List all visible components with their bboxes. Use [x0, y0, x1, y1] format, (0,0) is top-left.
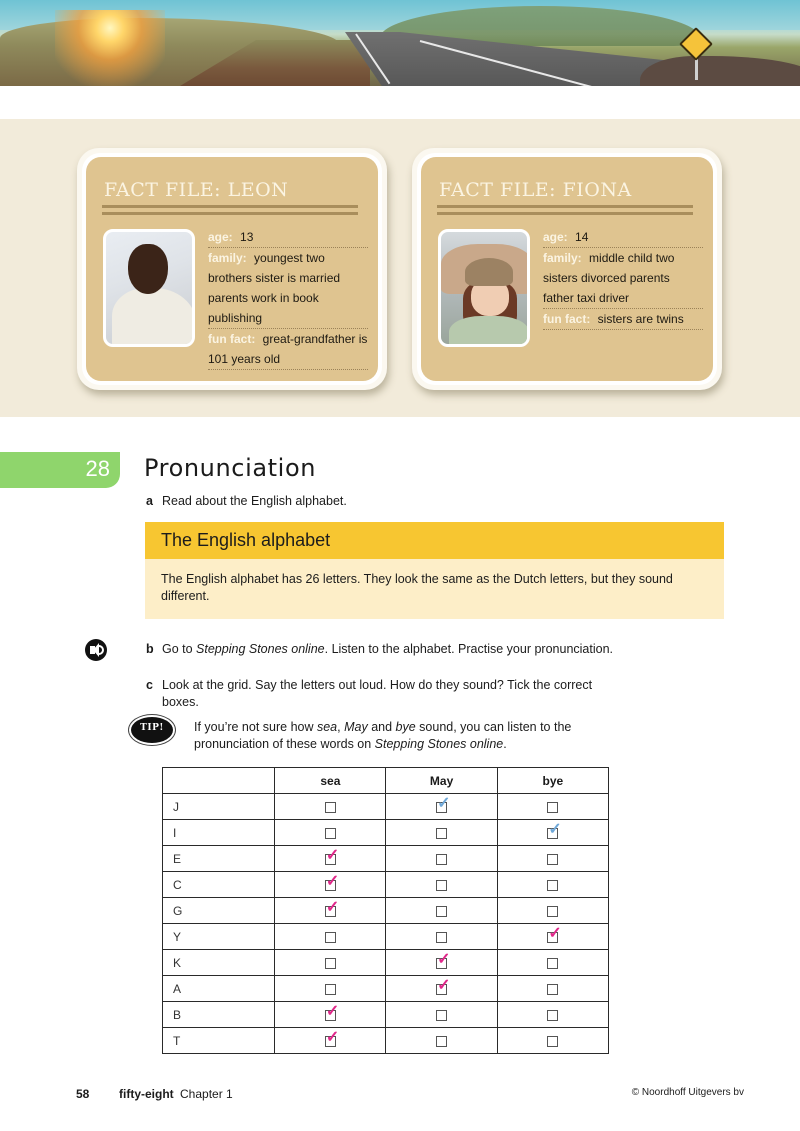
sign-post — [695, 58, 698, 80]
grid-header-sea: sea — [275, 768, 386, 794]
grid-header-row — [163, 768, 609, 794]
tip-text: If you’re not sure how sea, May and bye sound, you can listen to the pronunciation of these words on Stepping Stones online. — [194, 720, 572, 751]
hill — [640, 56, 800, 86]
checkbox-checked[interactable] — [325, 846, 340, 865]
grid-cell — [275, 1028, 386, 1054]
grid-cell — [275, 872, 386, 898]
grid-cell — [386, 872, 497, 898]
grid-letter: I — [163, 820, 275, 846]
tip-label: TIP! — [140, 723, 164, 733]
checkbox-checked[interactable] — [436, 976, 451, 995]
instruction-c — [146, 677, 626, 711]
fact-fun-fact — [208, 329, 368, 370]
grid-letter: J — [163, 794, 275, 820]
pronunciation-grid — [162, 767, 609, 1054]
header-banner-photo — [0, 0, 800, 86]
checkbox-checked[interactable] — [547, 820, 562, 839]
copyright: © Noordhoff Uitgevers bv — [631, 1087, 744, 1098]
grid-header-empty — [163, 768, 275, 794]
grid-letter: C — [163, 872, 275, 898]
grid-cell — [275, 820, 386, 846]
grid-row — [163, 924, 609, 950]
checkmark-icon: ✓ — [548, 924, 562, 942]
grid-cell — [275, 898, 386, 924]
checkbox[interactable] — [547, 802, 558, 813]
info-box-header — [145, 522, 724, 559]
checkmark-icon: ✓ — [325, 846, 340, 864]
checkbox[interactable] — [547, 1010, 558, 1021]
grid-cell — [386, 924, 497, 950]
grid-cell — [275, 846, 386, 872]
grid-row — [163, 1028, 609, 1054]
grid-row — [163, 976, 609, 1002]
grid-letter: K — [163, 950, 275, 976]
grid-letter: B — [163, 1002, 275, 1028]
fact-value: middle child two sisters divorced parents father taxi driver — [543, 251, 675, 305]
fact-value: youngest two brothers sister is married parents work in book publishing — [208, 251, 341, 325]
checkbox-checked[interactable] — [325, 872, 340, 891]
item-letter: b — [146, 642, 154, 656]
grid-cell — [386, 976, 497, 1002]
grid-cell — [386, 950, 497, 976]
divider — [102, 205, 358, 208]
grid-cell — [497, 950, 608, 976]
divider — [102, 212, 358, 215]
checkmark-icon: ✓ — [437, 950, 451, 968]
checkmark-icon: ✓ — [548, 820, 562, 838]
fact-value: 13 — [240, 230, 254, 244]
grid-cell — [275, 794, 386, 820]
grid-cell — [386, 1028, 497, 1054]
grid-row — [163, 794, 609, 820]
checkmark-icon: ✓ — [325, 1002, 340, 1020]
grid-header-may: May — [386, 768, 497, 794]
exercise-number: 28 — [85, 456, 110, 481]
grid-cell — [275, 1002, 386, 1028]
grid-cell — [497, 820, 608, 846]
chapter-label: Chapter 1 — [180, 1087, 233, 1101]
item-text: Go to Stepping Stones online. Listen to the alphabet. Practise your pronunciation. — [162, 642, 613, 656]
info-box-title: The English alphabet — [161, 530, 331, 550]
grid-letter: Y — [163, 924, 275, 950]
fact-file-card-leon — [77, 148, 387, 390]
fact-label: age: — [208, 230, 233, 244]
grid-letter: G — [163, 898, 275, 924]
checkbox[interactable] — [547, 958, 558, 969]
checkmark-icon: ✓ — [325, 1028, 340, 1046]
fact-age — [208, 227, 368, 248]
grid-cell — [275, 924, 386, 950]
instruction-a — [146, 494, 347, 508]
info-box-english-alphabet — [145, 522, 724, 619]
grid-cell — [275, 976, 386, 1002]
grid-cell — [497, 1028, 608, 1054]
checkbox[interactable] — [325, 828, 336, 839]
checkbox-checked[interactable] — [325, 1028, 340, 1047]
checkbox[interactable] — [436, 1010, 447, 1021]
page-number: 58 — [76, 1087, 90, 1101]
divider — [437, 205, 693, 208]
fact-label: family: — [208, 251, 247, 265]
checkbox-checked[interactable] — [325, 898, 340, 917]
grid-cell — [386, 794, 497, 820]
fact-label: family: — [543, 251, 582, 265]
fact-family — [208, 248, 368, 329]
grid-row — [163, 820, 609, 846]
grid-cell — [386, 1002, 497, 1028]
fact-label: fun fact: — [208, 332, 256, 346]
exercise-title: Pronunciation — [144, 454, 317, 482]
grid-cell — [497, 898, 608, 924]
grid-row — [163, 950, 609, 976]
audio-speaker-icon[interactable] — [85, 639, 107, 661]
fact-label: age: — [543, 230, 568, 244]
checkbox[interactable] — [547, 906, 558, 917]
checkbox[interactable] — [436, 854, 447, 865]
checkbox[interactable] — [325, 958, 336, 969]
fact-value: sisters are twins — [597, 312, 684, 326]
info-box-text: The English alphabet has 26 letters. They look the same as the Dutch letters, but they sound different. — [161, 572, 673, 603]
checkbox-checked[interactable] — [547, 924, 562, 943]
grid-cell — [497, 872, 608, 898]
grid-letter: E — [163, 846, 275, 872]
instruction-b — [146, 642, 613, 656]
tip-badge-icon — [131, 717, 173, 743]
checkbox[interactable] — [436, 880, 447, 891]
checkbox-checked[interactable] — [436, 950, 451, 969]
grid-cell — [497, 924, 608, 950]
fact-label: fun fact: — [543, 312, 591, 326]
checkbox-checked[interactable] — [325, 1002, 340, 1021]
grid-row — [163, 872, 609, 898]
fact-file-title: FACT FILE: LEON — [104, 179, 289, 201]
grid-header-bye: bye — [497, 768, 608, 794]
exercise-number-tab — [0, 452, 120, 488]
checkmark-icon: ✓ — [325, 872, 340, 890]
checkbox[interactable] — [436, 828, 447, 839]
grid-row — [163, 898, 609, 924]
grid-letter: T — [163, 1028, 275, 1054]
checkbox[interactable] — [325, 984, 336, 995]
checkbox[interactable] — [436, 932, 447, 943]
grid-row — [163, 1002, 609, 1028]
item-letter: c — [146, 678, 153, 692]
fact-age — [543, 227, 703, 248]
fact-file-title: FACT FILE: FIONA — [439, 179, 632, 201]
fact-file-card-fiona — [412, 148, 722, 390]
fact-list — [543, 227, 703, 330]
sun-flare — [55, 10, 165, 86]
fact-list — [208, 227, 368, 370]
checkbox[interactable] — [325, 932, 336, 943]
checkmark-icon: ✓ — [325, 898, 340, 916]
checkbox[interactable] — [547, 1036, 558, 1047]
fact-family — [543, 248, 703, 309]
checkmark-icon: ✓ — [437, 976, 451, 994]
item-text: Read about the English alphabet. — [162, 494, 347, 508]
checkbox[interactable] — [547, 984, 558, 995]
checkbox-checked[interactable] — [436, 794, 451, 813]
grid-cell — [386, 898, 497, 924]
checkbox[interactable] — [547, 880, 558, 891]
checkbox[interactable] — [436, 906, 447, 917]
checkbox[interactable] — [436, 1036, 447, 1047]
divider — [437, 212, 693, 215]
checkbox[interactable] — [547, 854, 558, 865]
grid-cell — [497, 1002, 608, 1028]
checkbox[interactable] — [325, 802, 336, 813]
fact-value: 14 — [575, 230, 589, 244]
grid-cell — [275, 950, 386, 976]
grid-cell — [497, 976, 608, 1002]
fact-fun-fact — [543, 309, 703, 330]
photo-fiona — [438, 229, 530, 347]
grid-row — [163, 846, 609, 872]
grid-cell — [386, 820, 497, 846]
checkmark-icon: ✓ — [437, 794, 451, 812]
grid-letter: A — [163, 976, 275, 1002]
fact-value: great-grandfather is 101 years old — [208, 332, 368, 366]
online-link[interactable]: Stepping Stones online — [196, 642, 325, 656]
grid-cell — [497, 794, 608, 820]
online-link[interactable]: Stepping Stones online — [374, 737, 504, 751]
grid-cell — [497, 846, 608, 872]
item-letter: a — [146, 494, 153, 508]
photo-leon — [103, 229, 195, 347]
item-text: Look at the grid. Say the letters out loud. How do they sound? Tick the correct boxes. — [162, 678, 593, 709]
page-number-words: fifty-eight — [119, 1087, 174, 1101]
grid-cell — [386, 846, 497, 872]
